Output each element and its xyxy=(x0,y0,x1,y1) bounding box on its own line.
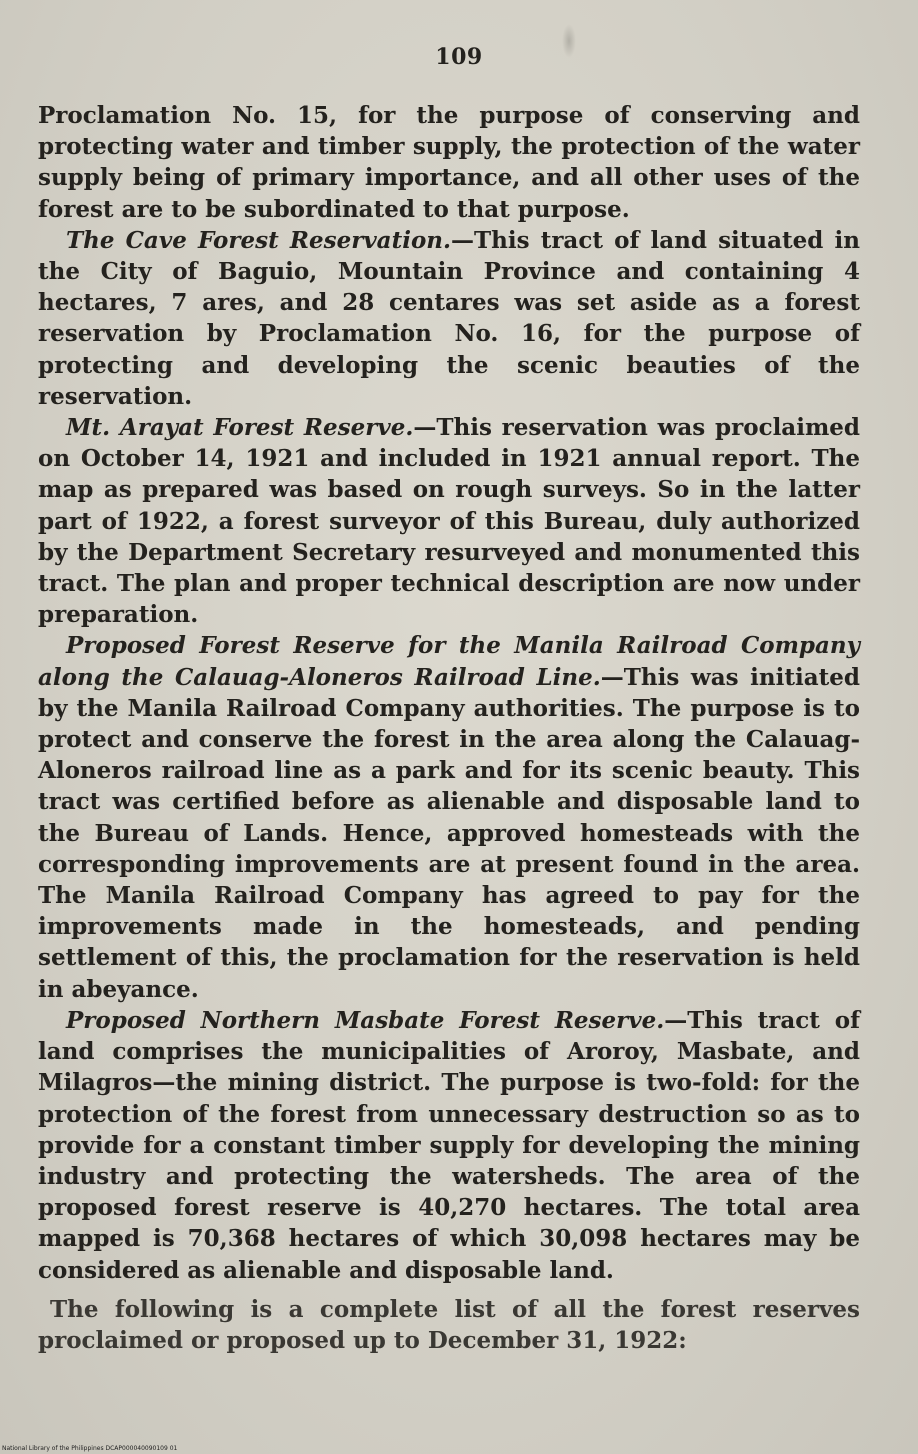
paragraph-proclamation-15 xyxy=(38,100,860,225)
paragraph-body: —This tract of land comprises the municipalities of Aroroy, Masbate, and Milagros—the mining district. The purpose is two-fold: for the protection of the forest from unnecessary destruction so as to provide for a constant timber supply for developing the mining industry and protecting the watersheds. The area of the proposed forest reserve is 40,270 hectares. The total area mapped is 70,368 hectares of which 30,098 hectares may be considered as alienable and disposable land. xyxy=(38,1006,861,1284)
paragraph-body: —This was initiated by the Manila Railroad Company authorities. The purpose is to protect and conserve the forest in the area along the Calauag-Aloneros railroad line as a park and for its scenic beauty. This tract was certified before as alienable and disposable land to the Bureau of Lands. Hence, approved homesteads with the corresponding improvements are at present found in the area. The Manila Railroad Company has agreed to pay for the improvements made in the homesteads, and pending settlement of this, the proclamation for the reservation is held in abeyance. xyxy=(38,663,860,1003)
archive-footer: National Library of the Philippines DCAP000040090109 01 xyxy=(2,1445,178,1452)
paragraph-body: —This reservation was proclaimed on October 14, 1921 and included in 1921 annual report. The map as prepared was based on rough surveys. So in the latter part of 1922, a forest surveyor of this Bureau, duly authorized by the Department Secretary resurveyed and monumented this tract. The plan and proper technical description are now under preparation. xyxy=(38,414,860,629)
body-text xyxy=(38,100,860,1356)
paragraph-body: Proclamation No. 15, for the purpose of conserving and protecting water and timber supply, the protection of the water supply being of primary importance, and all other uses of the forest are to be subordinated to that purpose. xyxy=(38,102,860,223)
section-heading: Proposed Forest Reserve for the Manila Railroad Company along the Calauag-Aloneros Railroad Line. xyxy=(38,632,860,691)
section-heading: Mt. Arayat Forest Reserve. xyxy=(66,414,414,442)
paragraph-body: —This tract of land situated in the City of Baguio, Mountain Province and containing 4 hectares, 7 ares, and 28 centares was set aside as a forest reservation by Proclamation No. 16, for the purpose of protecting and developing the scenic beauties of the reservation. xyxy=(38,226,860,410)
paragraph-body: The following is a complete list of all the forest reserves proclaimed or proposed up to December 31, 1922: xyxy=(38,1295,860,1354)
paragraph-list-intro xyxy=(38,1294,860,1356)
paragraph-cave-forest xyxy=(38,225,860,412)
paragraph-mt-arayat xyxy=(38,412,860,630)
page-number: 109 xyxy=(435,44,483,70)
section-heading: Proposed Northern Masbate Forest Reserve. xyxy=(66,1006,665,1034)
section-heading: The Cave Forest Reservation. xyxy=(66,226,452,254)
paragraph-northern-masbate xyxy=(38,1005,860,1286)
paragraph-manila-railroad xyxy=(38,630,860,1004)
